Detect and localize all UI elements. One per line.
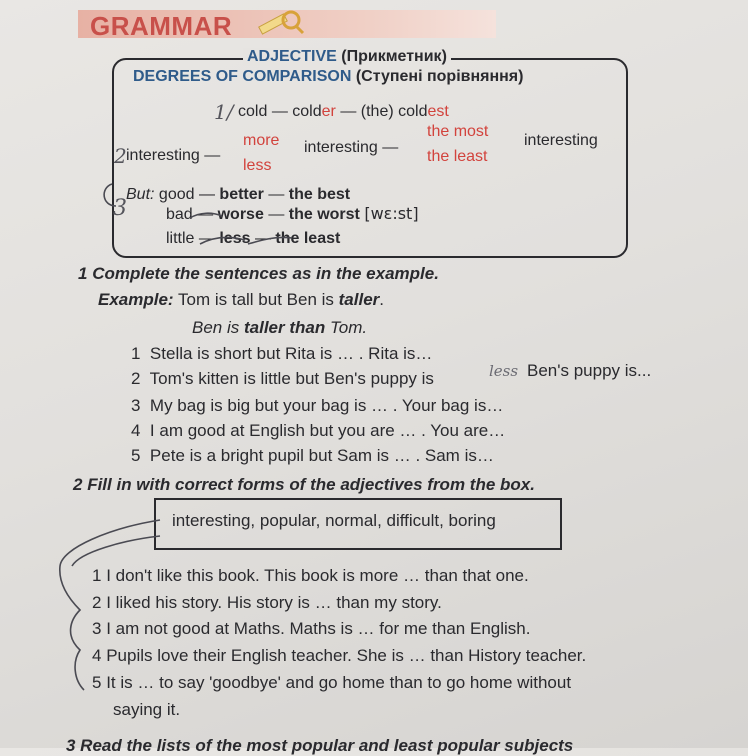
degrees-row-1: cold — colder — (the) coldest: [238, 103, 449, 120]
section-title: GRAMMAR: [90, 11, 233, 41]
exercise-1-item-2: 2 Tom's kitten is little but Ben's puppy is: [131, 369, 434, 388]
exercise-2-item-4: 4 Pupils love their English teacher. She is … than History teacher.: [92, 646, 587, 665]
exercise-3-instruction: 3 Read the lists of the most popular and least popular subjects: [66, 736, 574, 755]
exercise-2-item-3: 3 I am not good at Maths. Maths is … for me than English.: [92, 619, 531, 638]
exercise-1-item-3: 3 My bag is big but your bag is … . Your bag is…: [131, 396, 504, 415]
degrees-row-2-middle: interesting —: [304, 139, 399, 156]
box-heading: ADJECTIVE (Прикметник): [243, 48, 451, 66]
degrees-row-3: But: good — better — the best: [126, 186, 351, 203]
degrees-row-4: bad — worse — the worst [wɛ:st]: [166, 204, 419, 223]
exercise-2-item-5-cont: saying it.: [113, 700, 181, 719]
exercise-1-item-5: 5 Pete is a bright pupil but Sam is … . Sam is…: [131, 446, 494, 465]
exercise-1-item-2-end: Ben's puppy is...: [527, 361, 652, 380]
handwritten-mark-2: 2: [114, 144, 127, 168]
handwritten-answer: less: [489, 362, 519, 380]
example-line-2: Ben is taller than Tom.: [192, 318, 368, 337]
exercise-2-item-5: 5 It is … to say 'goodbye' and go home than to go home without: [92, 673, 572, 692]
the-most-label: the most: [427, 123, 489, 140]
exercise-2-instruction: 2 Fill in with correct forms of the adjectives from the box.: [73, 475, 535, 494]
more-label: more: [243, 132, 280, 149]
degrees-row-5: little — less — the least: [166, 230, 341, 247]
box-subheading: DEGREES OF COMPARISON (Ступені порівняння): [133, 68, 524, 85]
exercise-2-item-2: 2 I liked his story. His story is … than my story.: [92, 593, 442, 612]
degrees-row-2-end: interesting: [524, 132, 598, 149]
less-label: less: [243, 157, 272, 174]
exercise-1-item-1: 1 Stella is short but Rita is … . Rita is…: [131, 344, 433, 363]
exercise-1-item-4: 4 I am good at English but you are … . You are…: [131, 421, 506, 440]
handwritten-mark-1: 1/: [214, 100, 234, 124]
handwritten-mark-3: 3: [113, 196, 127, 221]
degrees-row-2-base: interesting —: [126, 147, 221, 164]
word-box-text: interesting, popular, normal, difficult, boring: [172, 511, 496, 530]
exercise-2-item-1: 1 I don't like this book. This book is more … than that one.: [92, 566, 529, 585]
the-least-label: the least: [427, 148, 488, 165]
exercise-1-instruction: 1 Complete the sentences as in the example.: [78, 264, 439, 283]
example-line-1: Example: Tom is tall but Ben is taller.: [98, 290, 385, 309]
